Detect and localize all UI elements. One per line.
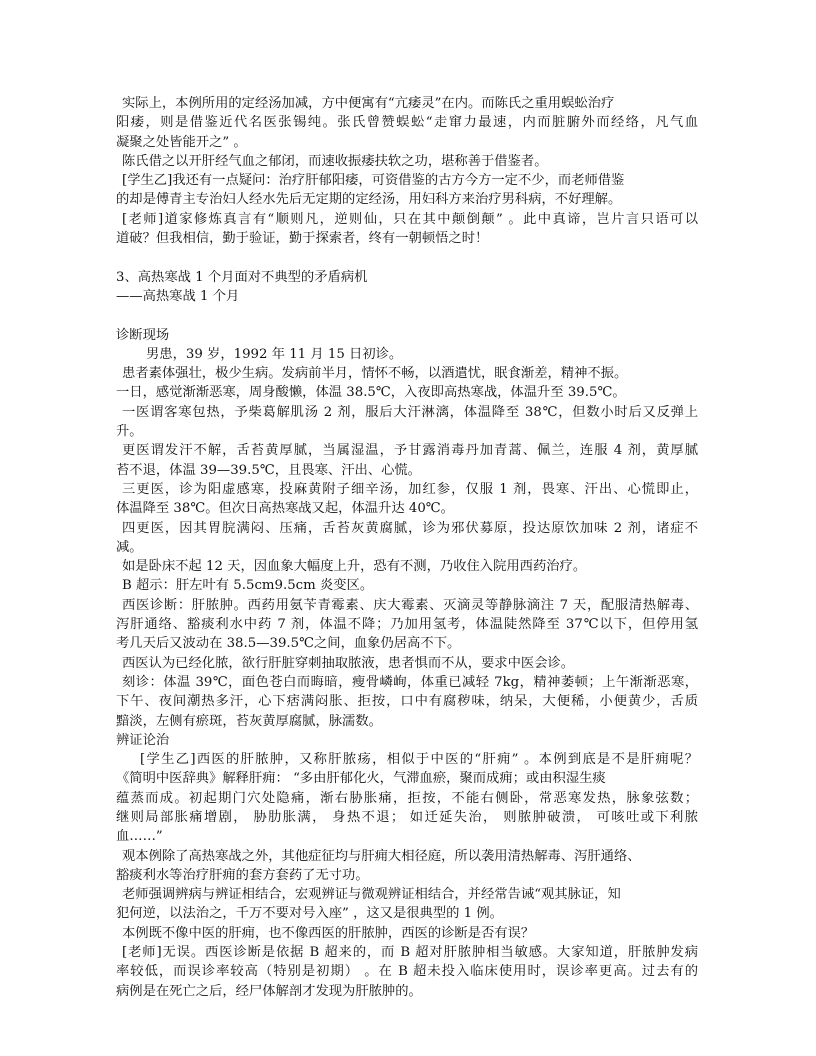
- paragraph-line: B 超示：肝左叶有 5.5cm9.5cm 炎变区。: [122, 578, 374, 594]
- paragraph-line: 血……”: [116, 829, 163, 845]
- paragraph-line: 《简明中医辞典》解释肝痈： “多由肝郁化火，气滞血瘀，聚而成痈；或由积湿生痰: [116, 771, 606, 787]
- paragraph-line: 体温降至 38℃。但次日高热寒战又起，体温升达 40℃。: [116, 501, 454, 517]
- paragraph-line: 西医诊断：肝脓肿。西药用氨苄青霉素、庆大霉素、灭滴灵等静脉滴注 7 天，配服清热解毒、: [122, 597, 698, 613]
- subheading-treatment: 辨证论治: [116, 732, 170, 748]
- paragraph-line: 率较低，而误诊率较高（特别是初期） 。在 B 超未投入临床使用时，误诊率更高。过去有的: [116, 964, 698, 980]
- paragraph-line: 观本例除了高热寒战之外，其他症征均与肝痈大相径庭，所以袭用清热解毒、泻肝通络、: [122, 848, 641, 864]
- paragraph-line: 泻肝通络、豁痰利水中药 7 剂，体温不降；乃加用氢考，体温陡然降至 37℃以下，但停用氢: [116, 617, 698, 633]
- paragraph-line: 如是卧床不起 12 天，因血象大幅度上升，恐有不测，乃收住入院用西药治疗。: [122, 559, 587, 575]
- paragraph-line: 阳痿，则是借鉴近代名医张锡纯。张氏曾赞蜈蚣“走窜力最速，内而脏腑外而经络，凡气血: [116, 115, 698, 131]
- paragraph-line: 男患，39 岁，1992 年 11 月 15 日初诊。: [146, 346, 403, 362]
- paragraph-line: 蕴蒸而成。初起期门穴处隐痛，渐右胁胀痛，拒按，不能右侧卧，常恶寒发热，脉象弦数；: [116, 790, 698, 806]
- paragraph-line: 下午、夜间潮热多汗，心下痞满闷胀、拒按，口中有腐秽味，纳呆，大便稀，小便黄少，舌质: [116, 694, 698, 710]
- subheading-diagnosis: 诊断现场: [116, 327, 170, 343]
- paragraph-line: 减。: [116, 539, 143, 555]
- paragraph-line: 升。: [116, 424, 143, 440]
- paragraph-line: [学生乙]西医的肝脓肿，又称肝脓疡，相似于中医的“肝痈” 。本例到底是不是肝痈呢？: [140, 752, 698, 768]
- paragraph-line: 四更医，因其胃脘满闷、压痛，舌苔灰黄腐腻，诊为邪伏募原，投达原饮加味 2 剂，诸症不: [122, 520, 698, 536]
- paragraph-line: 病例是在死亡之后，经尸体解剖才发现为肝脓肿的。: [116, 983, 422, 999]
- paragraph-line: 实际上，本例所用的定经汤加减，方中便寓有“亢痿灵”在内。而陈氏之重用蜈蚣治疗: [122, 96, 615, 111]
- section-subtitle: ——高热寒战 1 个月: [116, 288, 240, 304]
- paragraph-line: 刻诊：体温 39℃，面色苍白而晦暗，瘦骨嶙峋，体重已减轻 7kg，精神萎顿；上午渐渐恶寒，: [122, 674, 698, 690]
- paragraph-line: 一日，感觉渐渐恶寒，周身酸懒，体温 38.5℃，入夜即高热寒战，体温升至 39.5℃。: [116, 385, 626, 401]
- paragraph-line: 苔不退，体温 39—39.5℃，且畏寒、汗出、心慌。: [116, 462, 421, 478]
- paragraph-line: 患者素体强壮，极少生病。发病前半月，情怀不畅，以酒遣忧，眠食渐差，精神不振。: [122, 366, 628, 382]
- paragraph-line: 老师强调辨病与辨证相结合，宏观辨证与微观辨证相结合，并经常告诫“观其脉证，知: [122, 887, 621, 903]
- paragraph-line: [学生乙]我还有一点疑问：治疗肝郁阳痿，可资借鉴的古方今方一定不少，而老师借鉴: [122, 173, 625, 189]
- paragraph-line: 一医谓客寒包热，予柴葛解肌汤 2 剂，服后大汗淋漓，体温降至 38℃，但数小时后又反弹上: [122, 404, 698, 420]
- paragraph-line: [老师]无误。西医诊断是依据 B 超来的，而 B 超对肝脓肿相当敏感。大家知道，肝脓肿发病: [122, 945, 698, 961]
- blank-line: [116, 306, 698, 325]
- section-heading: 3、高热寒战 1 个月面对不典型的矛盾病机: [116, 269, 368, 285]
- paragraph-line: 考几天后又波动在 38.5—39.5℃之间，血象仍居高不下。: [116, 636, 461, 652]
- paragraph-line: 凝聚之处皆能开之” 。: [116, 134, 247, 150]
- document-page: [116, 94, 698, 1001]
- paragraph-line: 陈氏借之以开肝经气血之郁闭，而速收振痿扶软之功，堪称善于借鉴者。: [122, 153, 548, 169]
- paragraph-line: [老师]道家修炼真言有“顺则凡，逆则仙，只在其中颠倒颠” 。此中真谛，岂片言只语可以: [122, 211, 698, 227]
- paragraph-line: 道破？但我相信，勤于验证，勤于探索者，终有一朝顿悟之时！: [116, 231, 489, 247]
- paragraph-line: 本例既不像中医的肝痈，也不像西医的肝脓肿，西医的诊断是否有误？: [122, 925, 535, 941]
- paragraph-line: 西医认为已经化脓，欲行肝脏穿刺抽取脓液，患者惧而不从，要求中医会诊。: [122, 655, 575, 671]
- blank-line: [116, 248, 698, 267]
- paragraph-line: 继则局部胀痛增剧， 胁肋胀满， 身热不退； 如迁延失治， 则脓肿破溃， 可咳吐或下利脓: [116, 809, 698, 825]
- paragraph-line: 三更医，诊为阳虚感寒，投麻黄附子细辛汤，加红参，仅服 1 剂，畏寒、汗出、心慌即止，: [122, 481, 698, 497]
- paragraph-line: 的却是傅青主专治妇人经水先后无定期的定经汤，用妇科方来治疗男科病，不好理解。: [116, 192, 622, 208]
- paragraph-line: 犯何逆，以法治之，千万不要对号入座” ，这又是很典型的 1 例。: [116, 906, 503, 922]
- paragraph-line: 黯淡，左侧有瘀斑，苔灰黄厚腐腻，脉濡数。: [116, 713, 382, 729]
- paragraph-line: 豁痰利水等治疗肝痈的套方套药了无寸功。: [116, 867, 369, 883]
- paragraph-line: 更医谓发汗不解，舌苔黄厚腻，当属湿温，予甘露消毒丹加青蒿、佩兰，连服 4 剂，黄厚腻: [122, 443, 698, 459]
